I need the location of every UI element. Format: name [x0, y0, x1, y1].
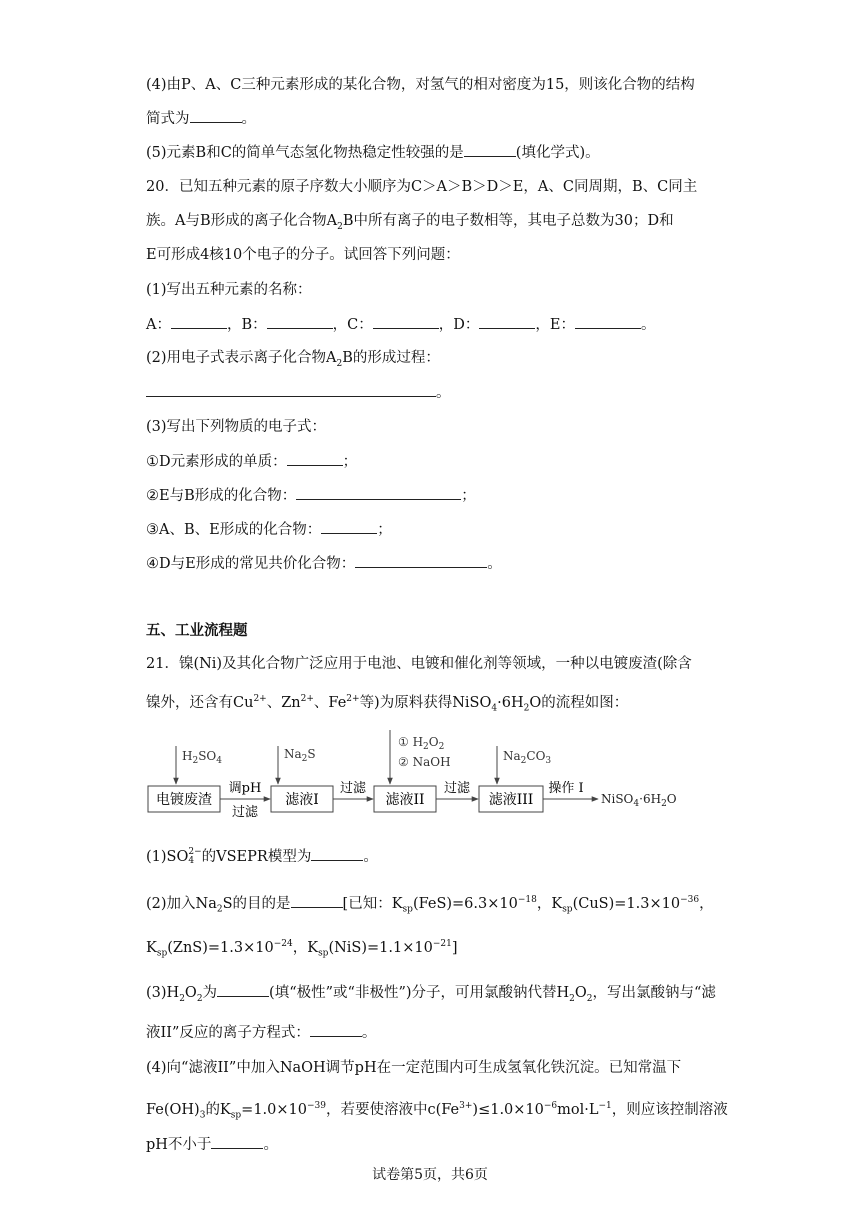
- flow-step-1-top: 调pH: [228, 781, 262, 796]
- q20-part-2-answer: 。: [146, 382, 451, 403]
- q21-part-2-line2: $K_{sp}(ZnS)=1.3\times 10^{-24}$，$K_{sp}(NiS)=1.1\times 10^{-21}$]: [146, 939, 458, 959]
- q20-part-1: (1)写出五种元素的名称：: [146, 282, 312, 298]
- answer-blank[interactable]: [217, 982, 269, 997]
- flow-reagent-4: $Na_2CO_3$: [503, 749, 552, 766]
- q20-stem-1: 20．已知五种元素的原子序数大小顺序为C＞A＞B＞D＞E，A、C同周期，B、C同主: [146, 179, 698, 195]
- answer-blank[interactable]: [146, 382, 436, 397]
- q21-stem-2: 镍外，还含有$Cu^{2+}$、$Zn^{2+}$、$Fe^{2+}$等)为原料获得$NiSO_4\cdot 6H_2O$的流程如图：: [146, 694, 629, 714]
- q21-stem-1: 21．镍(Ni)及其化合物广泛应用于电池、电镀和催化剂等领域，一种以电镀废渣(除含: [146, 656, 692, 672]
- q19-4-line1: (4)由P、A、C三种元素形成的某化合物，对氢气的相对密度为15，则该化合物的结构: [146, 77, 695, 93]
- q21-part-4-line2: $Fe(OH)_3$的$K_{sp}=1.0\times 10^{-39}$，若要使溶液中$c(Fe^{3+})\le 1.0\times 10^{-6}mol\cdot L^{-1}$，则应该控制溶液: [146, 1101, 728, 1121]
- q20-stem-2: 族。A与B形成的离子化合物$A_2B$中所有离子的电子数相等，其电子总数为30；D和: [146, 213, 674, 232]
- q21-part-4-line3: pH不小于 。: [146, 1134, 278, 1155]
- flow-box-3-label: 滤液III: [488, 792, 534, 808]
- flow-step-3: 过滤: [443, 781, 471, 796]
- flow-reagent-3-1: ① $H_2O_2$: [398, 735, 445, 752]
- answer-blank[interactable]: [287, 451, 343, 466]
- page-footer: 试卷第5页，共6页: [372, 1167, 488, 1183]
- answer-blank[interactable]: [321, 519, 377, 534]
- answer-blank[interactable]: [211, 1134, 263, 1149]
- answer-blank[interactable]: [355, 553, 487, 568]
- flow-step-2: 过滤: [339, 781, 367, 796]
- flow-step-1-bottom: 过滤: [231, 805, 259, 820]
- q20-part-3-1: ①D元素形成的单质： ；: [146, 451, 357, 472]
- q20-part-3-3: ③A、B、E形成的化合物： ；: [146, 519, 392, 540]
- answer-blank-b[interactable]: [267, 314, 333, 329]
- answer-blank[interactable]: [464, 142, 516, 157]
- q21-part-1: (1)SO 2− 4 的VSEPR模型为 。: [146, 847, 378, 866]
- answer-blank[interactable]: [311, 846, 363, 861]
- q19-4-line2: 简式为 。: [146, 108, 256, 129]
- q21-part-3: $(3)H_2O_2$为 (填“极性”或“非极性”)分子，可用氯酸钠代替$H_2O_2$，写出氯酸钠与“滤: [146, 982, 716, 1009]
- answer-blank-d[interactable]: [479, 314, 535, 329]
- answer-blank-a[interactable]: [171, 314, 227, 329]
- flow-box-1-label: 滤液I: [285, 792, 319, 808]
- q20-stem-3: E可形成4核10个电子的分子。试回答下列问题：: [146, 247, 460, 263]
- answer-blank-e[interactable]: [575, 314, 641, 329]
- section-heading: 五、工业流程题: [146, 623, 248, 639]
- q21-part-3-line2: 液II”反应的离子方程式： 。: [146, 1022, 376, 1043]
- flow-reagent-1: $H_2SO_4$: [182, 749, 222, 766]
- q20-part-2: (2)用电子式表示离子化合物$A_2B$的形成过程：: [146, 350, 440, 369]
- flow-reagent-3-2: ② NaOH: [398, 755, 451, 769]
- flow-product: $NiSO_4\cdot 6H_2O$: [601, 792, 677, 809]
- q20-part-3: (3)写出下列物质的电子式：: [146, 419, 327, 435]
- q19-5: (5)元素B和C的简单气态氢化物热稳定性较强的是 (填化学式)。: [146, 142, 600, 163]
- answer-blank[interactable]: [296, 485, 461, 500]
- answer-blank[interactable]: [190, 108, 242, 123]
- answer-blank[interactable]: [291, 893, 343, 908]
- flow-box-start-label: 电镀废渣: [156, 792, 212, 808]
- answer-blank[interactable]: [310, 1022, 362, 1037]
- process-flow-diagram: [146, 728, 706, 823]
- flow-step-4: 操作 I: [548, 781, 584, 796]
- answer-blank-c[interactable]: [373, 314, 439, 329]
- q20-part-3-2: ②E与B形成的化合物： ；: [146, 485, 476, 506]
- flow-box-2-label: 滤液II: [385, 792, 425, 808]
- q21-part-4: (4)向“滤液II”中加入NaOH调节pH在一定范围内可生成氢氧化铁沉淀。已知常温下: [146, 1060, 682, 1076]
- q20-part-3-4: ④D与E形成的常见共价化合物： 。: [146, 553, 502, 574]
- flow-reagent-2: $Na_2S$: [284, 747, 316, 764]
- q20-part-1-answers: A： ，B： ，C： ，D： ，E： 。: [146, 314, 655, 335]
- q21-part-2: (2)加入$Na_2S$的目的是 [已知：$K_{sp}(FeS)=6.3\times 10^{-18}$，$K_{sp}(CuS)=1.3\times 10^{-36}$，: [146, 890, 714, 920]
